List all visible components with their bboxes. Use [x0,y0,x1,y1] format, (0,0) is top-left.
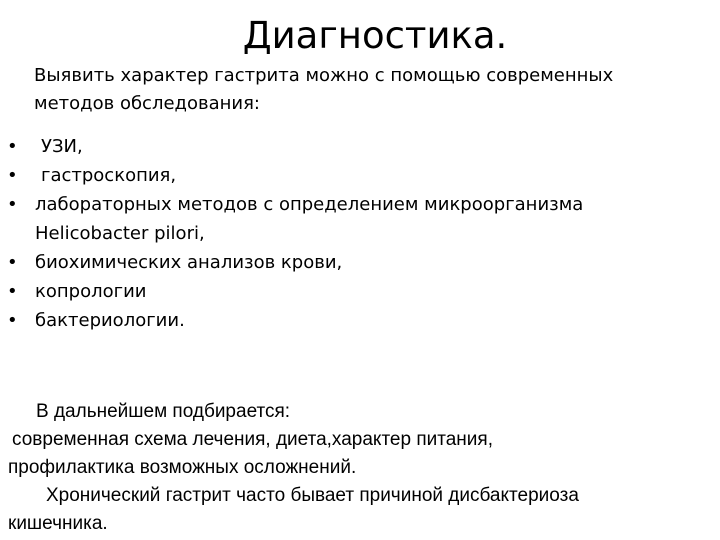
followup-line-1: В дальнейшем подбирается: [36,401,291,422]
followup-line-5: кишечника. [8,513,108,534]
list-item-text: копрологии [35,281,147,302]
methods-list [0,132,700,335]
intro-text [24,62,704,118]
bullet-icon: • [7,281,18,302]
followup-line-2: современная схема лечения, диета,характер питания, [12,429,493,450]
list-item-continuation [0,219,700,248]
intro-line-1: Выявить характер гастрита можно с помощью современных [34,65,614,86]
bullet-icon: • [7,165,18,186]
bullet-icon: • [7,136,18,157]
list-item [0,161,700,190]
slide-title: Диагностика. [242,14,508,57]
list-item [0,132,700,161]
bullet-icon: • [7,310,18,331]
list-item [0,190,700,219]
list-item [0,306,700,335]
bullet-icon: • [7,194,18,215]
list-item-text: гастроскопия, [41,165,177,186]
followup-line-4: Хронический гастрит часто бывает причиной дисбактериоза [46,485,579,506]
followup-line-3: профилактика возможных осложнений. [8,457,357,478]
list-item-text: УЗИ, [41,136,83,157]
bullet-icon: • [7,252,18,273]
intro-line-2: методов обследования: [34,93,260,114]
list-item [0,277,700,306]
list-item-text: бактериологии. [35,310,185,331]
list-item-text: биохимических анализов крови, [35,252,343,273]
list-item-text: лабораторных методов с определением микроорганизма [35,194,584,215]
list-item [0,248,700,277]
list-item-text: Helicobacter pilori, [35,223,205,244]
followup-text [8,398,720,538]
